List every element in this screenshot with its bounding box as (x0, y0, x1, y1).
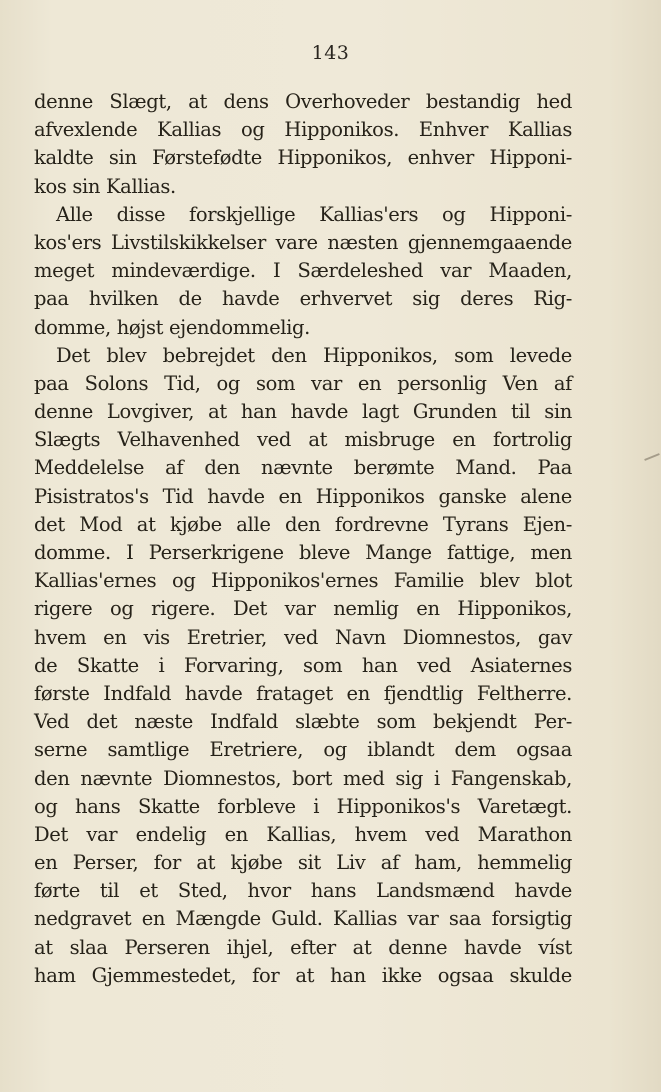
text-line: Alle disse forskjellige Kallias'ers og Hipponi- (56, 202, 572, 226)
text-line: kaldte sin Førstefødte Hipponikos, enhver Hipponi- (34, 146, 572, 170)
text-line: det Mod at kjøbe alle den fordrevne Tyrans Ejen- (34, 512, 572, 536)
text-line: en Perser, for at kjøbe sit Liv af ham, hemmelig (34, 851, 572, 875)
text-line: de Skatte i Forvaring, som han ved Asiaternes (34, 653, 572, 677)
text-line: afvexlende Kallias og Hipponikos. Enhver Kallias (34, 118, 572, 142)
text-line: Slægts Velhavenhed ved at misbruge en fortrolig (34, 428, 572, 452)
text-line: Det blev bebrejdet den Hipponikos, som levede (56, 343, 572, 367)
text-line: paa hvilken de havde erhvervet sig deres Rig- (34, 287, 572, 311)
text-line: nedgravet en Mængde Guld. Kallias var saa forsigtig (34, 907, 572, 931)
text-line: meget mindeværdige. I Særdeleshed var Maaden, (34, 259, 572, 283)
text-line: Kallias'ernes og Hipponikos'ernes Familie blev blot (34, 569, 572, 593)
text-line: og hans Skatte forbleve i Hipponikos's Varetægt. (34, 794, 572, 818)
text-line: at slaa Perseren ihjel, efter at denne havde víst (34, 935, 572, 959)
text-line: paa Solons Tid, og som var en personlig Ven af (34, 371, 572, 395)
text-line: serne samtlige Eretriere, og iblandt dem ogsaa (34, 738, 572, 762)
text-line: rigere og rigere. Det var nemlig en Hipponikos, (34, 597, 572, 621)
text-line: denne Slægt, at dens Overhoveder bestandig hed (34, 90, 572, 113)
text-line: denne Lovgiver, at han havde lagt Grunden til sin (34, 400, 572, 424)
text-line: første Indfald havde frataget en fjendtlig Feltherre. (34, 681, 572, 705)
text-line: ham Gjemmestedet, for at han ikke ogsaa skulde (34, 963, 572, 987)
text-line: førte til et Sted, hvor hans Landsmænd havde (34, 879, 572, 903)
text-line: kos'ers Livstilskikkelser vare næsten gjennemgaaende (34, 230, 572, 254)
text-line: domme. I Perserkrigene bleve Mange fattige, men (34, 541, 572, 564)
margin-mark (644, 453, 660, 461)
text-line: Ved det næste Indfald slæbte som bekjendt Per- (34, 710, 572, 734)
text-line: den nævnte Diomnestos, bort med sig i Fangenskab, (34, 766, 572, 790)
body-text (34, 88, 572, 990)
text-line: kos sin Kallias. (34, 174, 176, 198)
text-line: Pisistratos's Tid havde en Hipponikos ganske alene (34, 484, 572, 508)
text-line: Det var endelig en Kallias, hvem ved Marathon (34, 822, 572, 846)
text-line: Meddelelse af den nævnte berømte Mand. Paa (34, 456, 572, 480)
text-line: hvem en vis Eretrier, ved Navn Diomnestos, gav (34, 625, 572, 649)
text-line: domme, højst ejendommelig. (34, 315, 311, 339)
page-number: 143 (311, 42, 350, 64)
